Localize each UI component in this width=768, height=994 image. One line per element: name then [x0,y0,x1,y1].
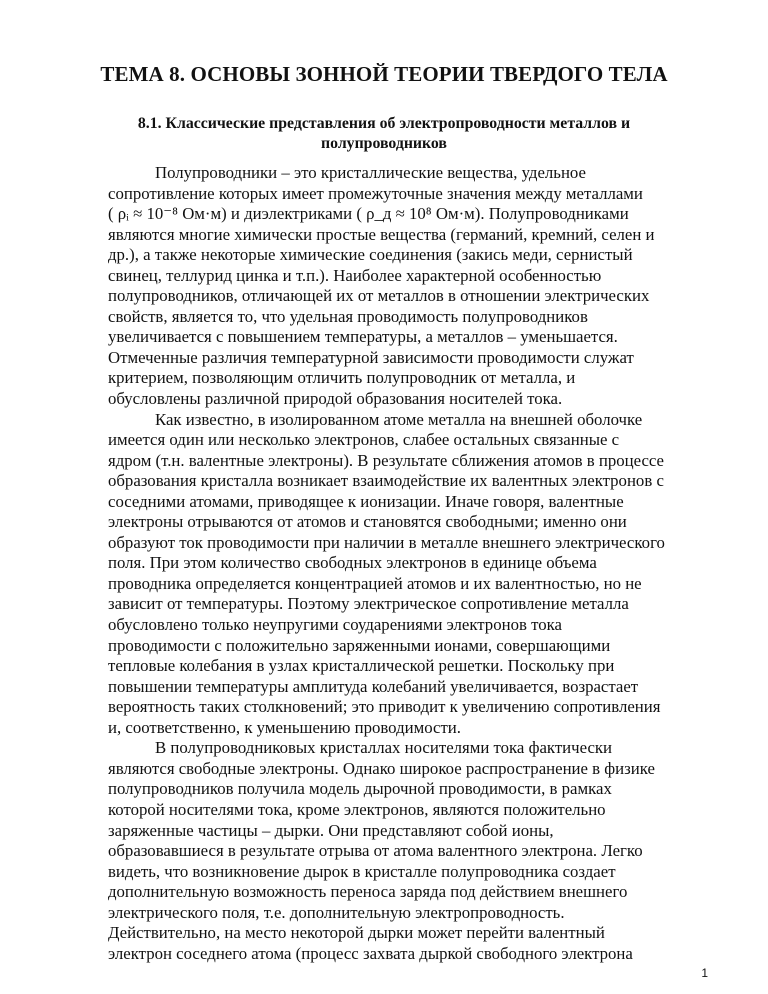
text-line: имеется один или несколько электронов, слабее остальных связанные с [108,430,620,450]
text-line: свинец, теллурид цинка и т.п.). Наиболее характерной особенностью [108,265,602,285]
text-line: тепловые колебания в узлах кристаллической решетки. Поскольку при [108,656,615,676]
text-line: электроны отрываются от атомов и становятся свободными; именно они [108,512,627,532]
text-line: электрон соседнего атома (процесс захвата дыркой свободного электрона [108,943,633,963]
text-line: дополнительную возможность переноса заряда под действием внешнего [108,882,628,902]
text-line: образования кристалла возникает взаимодействие их валентных электронов с [108,471,664,491]
section-heading-line-1: 8.1. Классические представления об электропроводности металлов и [137,115,631,132]
text-line: являются многие химически простые вещества (германий, кремний, селен и [108,224,655,244]
text-line: свойств, является то, что удельная проводимость полупроводников [108,306,588,326]
text-line: В полупроводниковых кристаллах носителями тока фактически [155,738,613,758]
text-line: сопротивление которых имеет промежуточные значения между металлами [108,183,643,203]
text-line: заряженные частицы – дырки. Они представляют собой ионы, [108,820,554,840]
text-line: обусловлено только неупругими соударениями электронов тока [108,615,562,635]
text-line: ядром (т.н. валентные электроны). В результате сближения атомов в процессе [108,450,665,470]
text-line: проводимости с положительно заряженными ионами, совершающими [108,635,611,655]
section-heading [100,114,668,154]
text-line: увеличивается с повышением температуры, а металлов – уменьшается. [108,327,618,347]
text-line: поля. При этом количество свободных электронов в единице объема [108,553,597,573]
text-line: повышении температуры амплитуда колебаний увеличивается, возрастает [108,676,639,696]
text-line-formula: ( ρᵢ ≈ 10⁻⁸ Ом·м) и диэлектриками ( ρ_д ≈ 10⁸ Ом·м). Полупроводниками [108,204,629,224]
text-line: и, соответственно, к уменьшению проводимости. [108,717,461,737]
text-line: полупроводников, отличающей их от металлов в отношении электрических [108,286,650,306]
text-line: видеть, что возникновение дырок в кристалле полупроводника создает [108,861,616,881]
section-heading-line-2: полупроводников [321,135,447,152]
text-line: обусловлены различной природой образования носителей тока. [108,389,563,409]
text-line: Отмеченные различия температурной зависимости проводимости служат [108,347,634,367]
text-line: являются свободные электроны. Однако широкое распространение в физике [108,758,655,778]
text-line: зависит от температуры. Поэтому электрическое сопротивление металла [108,594,629,614]
text-line: полупроводников получила модель дырочной проводимости, в рамках [108,779,612,799]
page-title: ТЕМА 8. ОСНОВЫ ЗОННОЙ ТЕОРИИ ТВЕРДОГО ТЕЛА [100,62,668,86]
text-line: образуют ток проводимости при наличии в металле внешнего электрического [108,532,665,552]
text-line: образовавшиеся в результате отрыва от атома валентного электрона. Легко [108,841,643,861]
body-text [108,163,723,964]
text-line: критерием, позволяющим отличить полупроводник от металла, и [108,368,576,388]
text-line: соседними атомами, приводящее к ионизации. Иначе говоря, валентные [108,491,624,511]
text-line: Полупроводники – это кристаллические вещества, удельное [155,163,586,182]
page-number: 1 [701,966,708,980]
text-line: проводника определяется концентрацией атомов и их валентностью, но не [108,573,642,593]
text-line: электрического поля, т.е. дополнительную электропроводность. [108,902,565,922]
text-line: вероятность таких столкновений; это приводит к увеличению сопротивления [108,697,661,717]
text-line: Как известно, в изолированном атоме металла на внешней оболочке [155,409,643,429]
text-line: Действительно, на место некоторой дырки может перейти валентный [108,923,605,943]
text-line: др.), а также некоторые химические соединения (закись меди, сернистый [108,245,633,265]
text-line: которой носителями тока, кроме электронов, являются положительно [108,799,606,819]
